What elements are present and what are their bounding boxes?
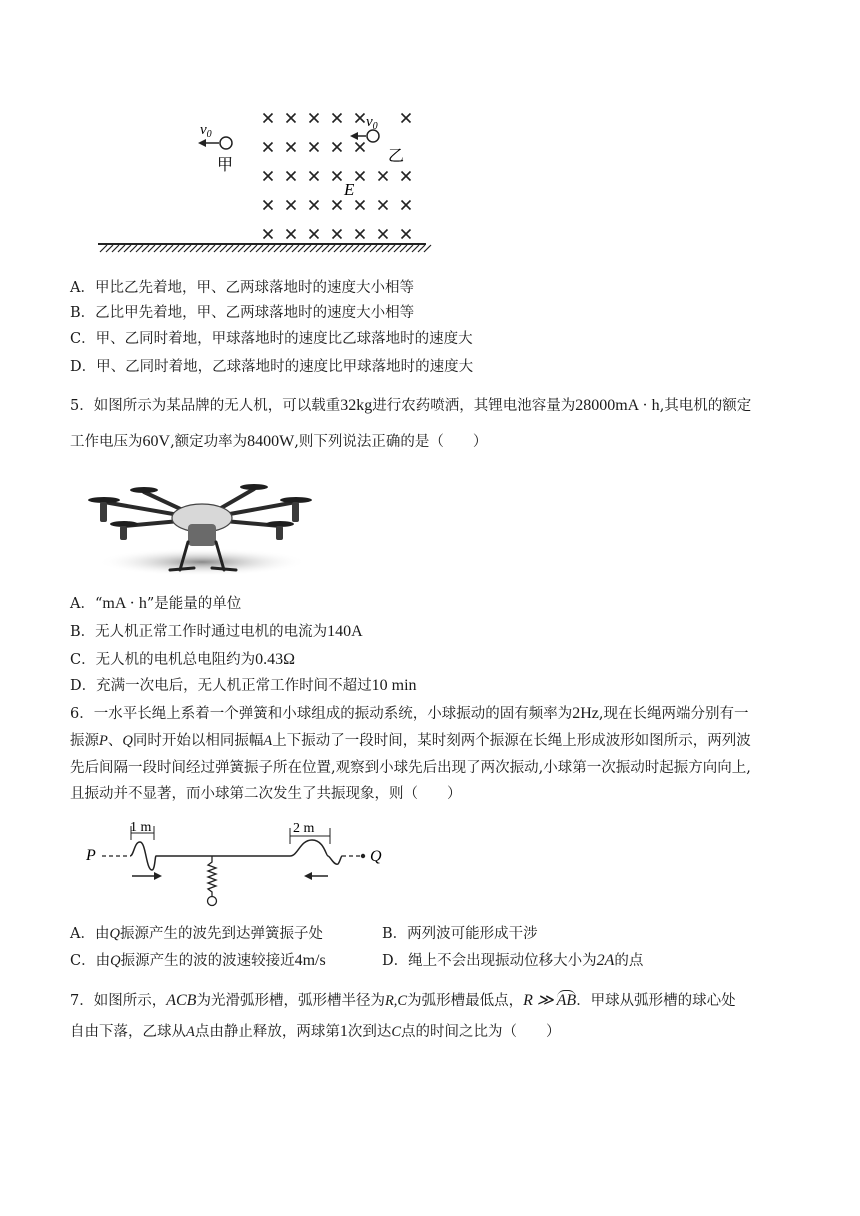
hatch-mark xyxy=(244,245,251,252)
hatch-mark xyxy=(118,245,125,252)
q6-option-d: D．绳上不会出现振动位移大小为2A的点 xyxy=(382,952,644,969)
q7-stem-line2: 自由下落，乙球从A点由静止释放，两球第1次到达C点的时间之比为（ ） xyxy=(70,1023,561,1040)
field-cross xyxy=(264,230,273,239)
field-cross xyxy=(287,143,296,152)
q4-option-c: C．甲、乙同时着地，甲球落地时的速度比乙球落地时的速度大 xyxy=(70,331,473,347)
q6-option-c: C．由Q振源产生的波的波速较接近4m/s xyxy=(70,952,326,969)
field-cross xyxy=(379,230,388,239)
hatch-mark xyxy=(178,245,185,252)
hatch-mark xyxy=(148,245,155,252)
field-cross xyxy=(310,143,319,152)
field-cross xyxy=(402,172,411,181)
rope-wave-figure xyxy=(84,814,394,910)
field-cross xyxy=(402,230,411,239)
field-cross xyxy=(310,114,319,123)
q5-stem-line1: 5．如图所示为某品牌的无人机，可以载重32kg进行农药喷洒，其锂电池容量为28000mA · h,其电机的额定 xyxy=(70,397,752,414)
hatch-mark xyxy=(214,245,221,252)
field-cross xyxy=(333,143,342,152)
hatch-mark xyxy=(268,245,275,252)
hatch-mark xyxy=(130,245,137,252)
hatch-mark xyxy=(388,245,395,252)
field-cross xyxy=(333,172,342,181)
field-cross xyxy=(333,201,342,210)
hatch-mark xyxy=(310,245,317,252)
q5-option-c: C．无人机的电机总电阻约为0.43Ω xyxy=(70,651,295,668)
hatch-mark xyxy=(292,245,299,252)
field-cross xyxy=(310,172,319,181)
field-cross xyxy=(287,201,296,210)
field-cross xyxy=(287,230,296,239)
field-cross xyxy=(356,143,365,152)
q6-stem-line4: 且振动并不显著，而小球第二次发生了共振现象，则（ ） xyxy=(70,786,462,802)
hatch-mark xyxy=(406,245,413,252)
hatch-mark xyxy=(364,245,371,252)
hatch-mark xyxy=(316,245,323,252)
field-cross xyxy=(333,114,342,123)
field-cross xyxy=(356,114,365,123)
label-jia: 甲 xyxy=(217,155,234,174)
field-cross xyxy=(379,172,388,181)
hatch-mark xyxy=(238,245,245,252)
q5-option-d: D．充满一次电后，无人机正常工作时间不超过10 min xyxy=(70,677,417,694)
field-cross xyxy=(356,230,365,239)
hatch-mark xyxy=(220,245,227,252)
wave-from-q xyxy=(290,840,342,864)
ground-hatching xyxy=(100,245,431,252)
field-figure xyxy=(80,100,440,260)
hatch-mark xyxy=(304,245,311,252)
hatch-mark xyxy=(280,245,287,252)
hatch-mark xyxy=(154,245,161,252)
q6-option-a: A．由Q振源产生的波先到达弹簧振子处 xyxy=(70,926,323,942)
hatch-mark xyxy=(250,245,257,252)
field-cross xyxy=(310,201,319,210)
label-q: Q xyxy=(370,848,382,865)
q6-stem-line1: 6．一水平长绳上系着一个弹簧和小球组成的振动系统，小球振动的固有频率为2Hz,现在长绳两端分别有一 xyxy=(70,705,749,722)
hatch-mark xyxy=(352,245,359,252)
q7-stem-line1: 7．如图所示，ACB为光滑弧形槽，弧形槽半径为R,C为弧形槽最低点，R ≫ AB．甲球从弧形槽的球心处 xyxy=(70,992,736,1009)
q5-option-a: A．“mA · h”是能量的单位 xyxy=(70,595,242,612)
field-cross xyxy=(264,143,273,152)
hatch-mark xyxy=(346,245,353,252)
field-label-e: E xyxy=(344,180,355,199)
ball-jia xyxy=(220,137,232,149)
hatch-mark xyxy=(322,245,329,252)
hatch-mark xyxy=(400,245,407,252)
hatch-mark xyxy=(418,245,425,252)
field-crosses xyxy=(264,114,411,239)
hatch-mark xyxy=(136,245,143,252)
q4-option-d: D．甲、乙同时着地，乙球落地时的速度比甲球落地时的速度大 xyxy=(70,359,474,375)
field-cross xyxy=(264,201,273,210)
hatch-mark xyxy=(232,245,239,252)
field-cross xyxy=(333,230,342,239)
hatch-mark xyxy=(298,245,305,252)
q4-option-b: B．乙比甲先着地，甲、乙两球落地时的速度大小相等 xyxy=(70,305,415,321)
hatch-mark xyxy=(394,245,401,252)
hatch-mark xyxy=(160,245,167,252)
field-cross xyxy=(287,172,296,181)
field-cross xyxy=(310,230,319,239)
hatch-mark xyxy=(424,245,431,252)
q4-option-a: A．甲比乙先着地，甲、乙两球落地时的速度大小相等 xyxy=(70,280,414,296)
q6-option-b: B．两列波可能形成干涉 xyxy=(382,926,538,942)
wave-from-p xyxy=(130,842,156,870)
hatch-mark xyxy=(274,245,281,252)
q6-stem-line2: 振源P、Q同时开始以相同振幅A上下振动了一段时间，某时刻两个振源在长绳上形成波形如图所示，两列波 xyxy=(70,733,751,749)
velocity-arrowhead-yi xyxy=(350,132,358,140)
hatch-mark xyxy=(262,245,269,252)
field-cross xyxy=(264,114,273,123)
hatch-mark xyxy=(202,245,209,252)
spring xyxy=(208,856,216,896)
q5-stem-line2: 工作电压为60V,额定功率为8400W,则下列说法正确的是（ ） xyxy=(70,433,488,450)
hatch-mark xyxy=(376,245,383,252)
arc-ab: AB xyxy=(556,992,577,1009)
label-1m: 1 m xyxy=(130,820,152,835)
spring-ball xyxy=(208,897,217,906)
field-cross xyxy=(264,172,273,181)
hatch-mark xyxy=(166,245,173,252)
hatch-mark xyxy=(184,245,191,252)
hatch-mark xyxy=(106,245,113,252)
hatch-mark xyxy=(196,245,203,252)
source-q-dot xyxy=(361,854,365,858)
q6-stem-line3: 先后间隔一段时间经过弹簧振子所在位置,观察到小球先后出现了两次振动,小球第一次振动时起振方向向上, xyxy=(70,760,751,776)
field-cross xyxy=(379,201,388,210)
field-cross xyxy=(287,114,296,123)
hatch-mark xyxy=(412,245,419,252)
hatch-mark xyxy=(370,245,377,252)
hatch-mark xyxy=(334,245,341,252)
hatch-mark xyxy=(256,245,263,252)
hatch-mark xyxy=(358,245,365,252)
hatch-mark xyxy=(382,245,389,252)
hatch-mark xyxy=(112,245,119,252)
field-cross xyxy=(356,201,365,210)
field-cross xyxy=(356,172,365,181)
label-p: P xyxy=(86,847,96,864)
hatch-mark xyxy=(172,245,179,252)
label-yi: 乙 xyxy=(388,146,405,165)
label-2m: 2 m xyxy=(293,821,315,836)
hatch-mark xyxy=(124,245,131,252)
hatch-mark xyxy=(100,245,107,252)
velocity-arrowhead-jia xyxy=(198,139,206,147)
hatch-mark xyxy=(226,245,233,252)
hatch-mark xyxy=(208,245,215,252)
q5-option-b: B．无人机正常工作时通过电机的电流为140A xyxy=(70,623,363,640)
hatch-mark xyxy=(328,245,335,252)
hatch-mark xyxy=(286,245,293,252)
v0-label-yi: $v_0$ xyxy=(366,114,378,132)
hatch-mark xyxy=(190,245,197,252)
v0-label-jia: $v_0$ xyxy=(200,122,212,140)
field-cross xyxy=(402,114,411,123)
drone-image xyxy=(84,474,316,584)
hatch-mark xyxy=(340,245,347,252)
hatch-mark xyxy=(142,245,149,252)
field-cross xyxy=(402,201,411,210)
